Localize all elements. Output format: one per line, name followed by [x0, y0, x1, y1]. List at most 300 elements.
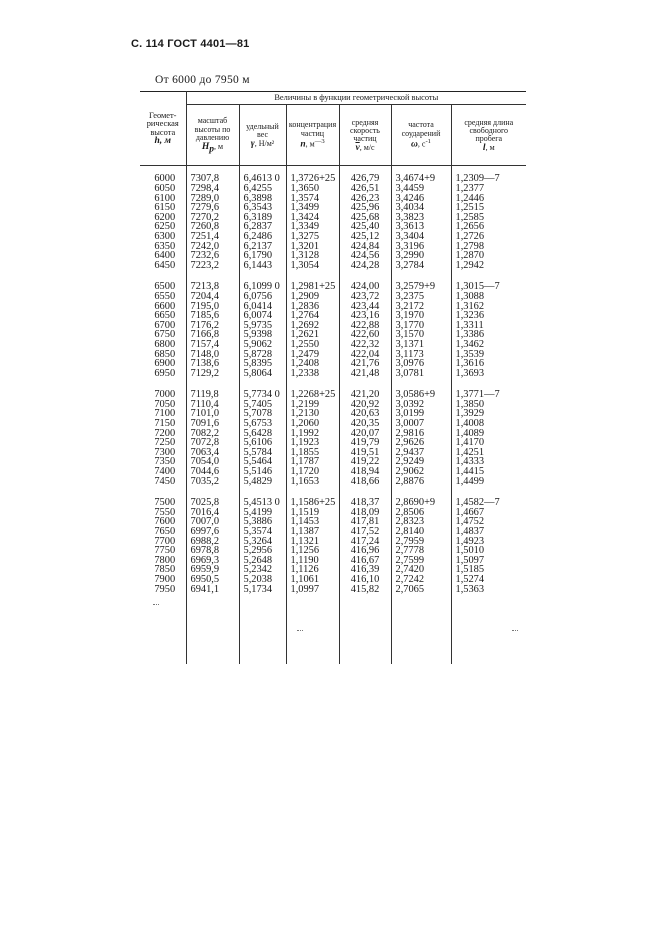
cell-collision-frequency: 3,0976 [391, 359, 451, 369]
cell-pressure-scale-height: 7232,6 [186, 251, 239, 261]
cell-mean-speed: 425,40 [339, 222, 391, 232]
cell-specific-weight: 6,1099 0 [239, 270, 286, 292]
header-group-title: Величины в функции геометрической высоты [186, 92, 526, 105]
cell-specific-weight: 5,5464 [239, 457, 286, 467]
cell-height: 7600 [154, 516, 176, 528]
cell-mean-free-path: 1,2446 [451, 194, 526, 204]
cell-collision-frequency: 3,0586+9 [391, 378, 451, 400]
cell-pressure-scale-height: 7204,4 [186, 292, 239, 302]
cell-specific-weight: 5,3886 [239, 517, 286, 527]
cell-mean-free-path: 1,2942 [451, 261, 526, 271]
cell-pressure-scale-height: 7195,0 [186, 302, 239, 312]
cell-concentration: 1,2479 [286, 350, 339, 360]
cell-concentration: 1,1586+25 [286, 486, 339, 508]
cell-collision-frequency: 3,1173 [391, 350, 451, 360]
cell-specific-weight: 5,2342 [239, 565, 286, 575]
cell-mean-speed: 420,35 [339, 419, 391, 429]
cell-collision-frequency: 2,9626 [391, 438, 451, 448]
cell-mean-free-path: 1,3850 [451, 400, 526, 410]
cell-collision-frequency: 3,4034 [391, 203, 451, 213]
header-pressure-scale-height: масштаб высоты по давлению $H_p$, м [186, 105, 239, 166]
cell-collision-frequency: 2,7242 [391, 575, 451, 585]
cell-collision-frequency: 2,9062 [391, 467, 451, 477]
cell-height: 6200 [154, 211, 176, 223]
cell-collision-frequency: 3,2375 [391, 292, 451, 302]
table-row [140, 477, 526, 487]
cell-specific-weight: 6,0414 [239, 302, 286, 312]
cell-concentration: 1,1787 [286, 457, 339, 467]
cell-pressure-scale-height: 7176,2 [186, 321, 239, 331]
cell-height: 6150 [154, 202, 176, 214]
cell-specific-weight: 6,4255 [239, 184, 286, 194]
cell-mean-speed: 415,82 [339, 585, 391, 595]
table-row [140, 378, 526, 400]
cell-mean-free-path: 1,2585 [451, 213, 526, 223]
cell-mean-free-path: 1,2870 [451, 251, 526, 261]
cell-concentration: 1,3499 [286, 203, 339, 213]
cell-pressure-scale-height: 6950,5 [186, 575, 239, 585]
cell-mean-speed: 421,76 [339, 359, 391, 369]
cell-mean-speed: 424,28 [339, 261, 391, 271]
cell-collision-frequency: 3,2172 [391, 302, 451, 312]
cell-mean-speed: 423,44 [339, 302, 391, 312]
cell-concentration: 1,2199 [286, 400, 339, 410]
cell-mean-speed: 423,16 [339, 311, 391, 321]
cell-mean-free-path: 1,3311 [451, 321, 526, 331]
cell-specific-weight: 6,3898 [239, 194, 286, 204]
cell-pressure-scale-height: 7260,8 [186, 222, 239, 232]
cell-collision-frequency: 2,7959 [391, 537, 451, 547]
cell-mean-free-path: 1,3015—7 [451, 270, 526, 292]
cell-mean-speed: 416,10 [339, 575, 391, 585]
cell-mean-free-path: 1,2515 [451, 203, 526, 213]
cell-collision-frequency: 2,7065 [391, 585, 451, 595]
cell-pressure-scale-height: 7091,6 [186, 419, 239, 429]
cell-concentration: 1,1126 [286, 565, 339, 575]
cell-specific-weight: 5,2038 [239, 575, 286, 585]
cell-specific-weight: 5,6106 [239, 438, 286, 448]
cell-concentration: 1,1923 [286, 438, 339, 448]
cell-height: 7450 [154, 475, 176, 487]
cell-height: 7700 [154, 535, 176, 547]
cell-pressure-scale-height: 6941,1 [186, 585, 239, 595]
cell-specific-weight: 6,3189 [239, 213, 286, 223]
cell-mean-speed: 424,00 [339, 270, 391, 292]
cell-collision-frequency: 3,0007 [391, 419, 451, 429]
cell-height: 6600 [154, 300, 176, 312]
cell-height: 6050 [154, 183, 176, 194]
cell-pressure-scale-height: 6959,9 [186, 565, 239, 575]
cell-collision-frequency: 2,8690+9 [391, 486, 451, 508]
cell-pressure-scale-height: 7035,2 [186, 477, 239, 487]
cell-mean-free-path: 1,3386 [451, 330, 526, 340]
header-geometric-height: Геомет- рическая высота h, м [140, 92, 186, 166]
cell-mean-free-path: 1,3162 [451, 302, 526, 312]
cell-specific-weight: 5,9398 [239, 330, 286, 340]
cell-pressure-scale-height: 7270,2 [186, 213, 239, 223]
cell-height: 7650 [154, 526, 176, 537]
cell-mean-speed: 418,94 [339, 467, 391, 477]
cell-mean-speed: 422,32 [339, 340, 391, 350]
cell-pressure-scale-height: 7298,4 [186, 184, 239, 194]
cell-mean-free-path: 1,5097 [451, 556, 526, 566]
cell-mean-free-path: 1,3771—7 [451, 378, 526, 400]
cell-mean-speed: 418,37 [339, 486, 391, 508]
cell-specific-weight: 5,8395 [239, 359, 286, 369]
cell-height: 7400 [154, 466, 176, 478]
cell-pressure-scale-height: 7101,0 [186, 409, 239, 419]
cell-mean-speed: 422,60 [339, 330, 391, 340]
cell-collision-frequency: 2,8506 [391, 508, 451, 518]
header-particle-concentration: концентрация частиц n, $м^{—3}$ [286, 105, 339, 166]
page-header: С. 114 ГОСТ 4401—81 [131, 38, 250, 50]
cell-specific-weight: 6,0756 [239, 292, 286, 302]
cell-pressure-scale-height: 7138,6 [186, 359, 239, 369]
cell-specific-weight: 5,9735 [239, 321, 286, 331]
cell-pressure-scale-height: 7242,0 [186, 242, 239, 252]
cell-mean-speed: 417,52 [339, 527, 391, 537]
cell-pressure-scale-height: 7082,2 [186, 429, 239, 439]
cell-height: 7050 [154, 398, 176, 410]
cell-specific-weight: 5,2956 [239, 546, 286, 556]
cell-mean-speed: 418,09 [339, 508, 391, 518]
cell-pressure-scale-height: 7110,4 [186, 400, 239, 410]
footer-mark-mid [297, 630, 303, 631]
cell-specific-weight: 6,1443 [239, 261, 286, 271]
table-row [140, 166, 526, 184]
table-row [140, 486, 526, 508]
cell-concentration: 1,2268+25 [286, 378, 339, 400]
cell-concentration: 1,1519 [286, 508, 339, 518]
cell-mean-free-path: 1,5185 [451, 565, 526, 575]
cell-mean-speed: 417,24 [339, 537, 391, 547]
cell-specific-weight: 5,8064 [239, 369, 286, 379]
cell-height: 6400 [154, 250, 176, 262]
cell-height: 6350 [154, 240, 176, 252]
cell-mean-free-path: 1,4499 [451, 477, 526, 487]
cell-collision-frequency: 3,0392 [391, 400, 451, 410]
cell-concentration: 1,2836 [286, 302, 339, 312]
cell-specific-weight: 5,7078 [239, 409, 286, 419]
cell-specific-weight: 5,4513 0 [239, 486, 286, 508]
cell-pressure-scale-height: 7223,2 [186, 261, 239, 271]
cell-concentration: 1,3054 [286, 261, 339, 271]
cell-concentration: 1,2060 [286, 419, 339, 429]
cell-specific-weight: 5,3264 [239, 537, 286, 547]
cell-mean-speed: 424,84 [339, 242, 391, 252]
cell-mean-speed: 421,20 [339, 378, 391, 400]
cell-concentration: 1,2764 [286, 311, 339, 321]
cell-concentration: 1,3650 [286, 184, 339, 194]
cell-mean-speed: 419,79 [339, 438, 391, 448]
header-mean-free-path: средняя длина свободного пробега l, м [451, 105, 526, 166]
cell-pressure-scale-height: 7213,8 [186, 270, 239, 292]
cell-pressure-scale-height: 7025,8 [186, 486, 239, 508]
cell-collision-frequency: 3,1770 [391, 321, 451, 331]
cell-mean-free-path: 1,3462 [451, 340, 526, 350]
header-specific-weight: удельный вес γ, Н/м² [239, 105, 286, 166]
cell-concentration: 1,1321 [286, 537, 339, 547]
cell-collision-frequency: 3,1570 [391, 330, 451, 340]
cell-specific-weight: 5,8728 [239, 350, 286, 360]
cell-concentration: 1,1256 [286, 546, 339, 556]
cell-mean-free-path: 1,3539 [451, 350, 526, 360]
cell-specific-weight: 5,4829 [239, 477, 286, 487]
cell-mean-free-path: 1,2309—7 [451, 166, 526, 184]
cell-pressure-scale-height: 7307,8 [186, 166, 239, 184]
cell-mean-free-path: 1,4923 [451, 537, 526, 547]
cell-mean-speed: 425,68 [339, 213, 391, 223]
cell-collision-frequency: 3,4674+9 [391, 166, 451, 184]
cell-collision-frequency: 2,8876 [391, 477, 451, 487]
cell-pressure-scale-height: 7157,4 [186, 340, 239, 350]
cell-collision-frequency: 3,0781 [391, 369, 451, 379]
cell-mean-speed: 416,67 [339, 556, 391, 566]
cell-collision-frequency: 3,2990 [391, 251, 451, 261]
cell-mean-speed: 426,23 [339, 194, 391, 204]
cell-specific-weight: 6,4613 0 [239, 166, 286, 184]
cell-specific-weight: 5,5784 [239, 448, 286, 458]
cell-concentration: 1,3424 [286, 213, 339, 223]
cell-pressure-scale-height: 6978,8 [186, 546, 239, 556]
table-row [140, 270, 526, 292]
cell-collision-frequency: 3,0199 [391, 409, 451, 419]
cell-specific-weight: 5,2648 [239, 556, 286, 566]
cell-mean-free-path: 1,5274 [451, 575, 526, 585]
cell-mean-free-path: 1,4837 [451, 527, 526, 537]
cell-pressure-scale-height: 7007,0 [186, 517, 239, 527]
cell-pressure-scale-height: 7072,8 [186, 438, 239, 448]
cell-collision-frequency: 3,3196 [391, 242, 451, 252]
cell-mean-speed: 418,66 [339, 477, 391, 487]
cell-collision-frequency: 3,3823 [391, 213, 451, 223]
cell-concentration: 1,1387 [286, 527, 339, 537]
cell-height: 7300 [154, 446, 176, 458]
table-row [140, 369, 526, 379]
cell-mean-free-path: 1,4582—7 [451, 486, 526, 508]
cell-height: 7750 [154, 545, 176, 557]
range-caption: От 6000 до 7950 м [155, 74, 250, 86]
cell-pressure-scale-height: 7279,6 [186, 203, 239, 213]
cell-collision-frequency: 3,2784 [391, 261, 451, 271]
cell-collision-frequency: 3,3404 [391, 232, 451, 242]
cell-mean-speed: 425,96 [339, 203, 391, 213]
cell-collision-frequency: 2,8140 [391, 527, 451, 537]
cell-mean-free-path: 1,5363 [451, 585, 526, 595]
cell-height: 7950 [154, 583, 176, 595]
cell-specific-weight: 5,7405 [239, 400, 286, 410]
cell-height: 7850 [154, 564, 176, 576]
cell-concentration: 1,2550 [286, 340, 339, 350]
cell-mean-free-path: 1,4415 [451, 467, 526, 477]
cell-height: 7900 [154, 573, 176, 585]
cell-concentration: 1,1453 [286, 517, 339, 527]
cell-pressure-scale-height: 7129,2 [186, 369, 239, 379]
cell-mean-speed: 426,51 [339, 184, 391, 194]
cell-specific-weight: 5,6428 [239, 429, 286, 439]
cell-collision-frequency: 2,9437 [391, 448, 451, 458]
cell-height: 7800 [154, 554, 176, 566]
table-tail-spacer [140, 594, 526, 664]
cell-height: 6100 [154, 192, 176, 204]
table-body [140, 166, 526, 664]
cell-specific-weight: 6,1790 [239, 251, 286, 261]
cell-specific-weight: 6,3543 [239, 203, 286, 213]
cell-specific-weight: 6,2137 [239, 242, 286, 252]
cell-pressure-scale-height: 7185,6 [186, 311, 239, 321]
cell-concentration: 1,3574 [286, 194, 339, 204]
atmosphere-table [140, 91, 526, 664]
cell-specific-weight: 5,3574 [239, 527, 286, 537]
cell-pressure-scale-height: 6997,6 [186, 527, 239, 537]
cell-pressure-scale-height: 7054,0 [186, 457, 239, 467]
cell-mean-free-path: 1,4170 [451, 438, 526, 448]
cell-height: 6950 [154, 367, 176, 379]
cell-height: 6800 [154, 338, 176, 350]
footer-mark-left [153, 604, 159, 605]
cell-collision-frequency: 2,7599 [391, 556, 451, 566]
cell-concentration: 1,0997 [286, 585, 339, 595]
cell-mean-free-path: 1,3236 [451, 311, 526, 321]
cell-specific-weight: 5,5146 [239, 467, 286, 477]
cell-mean-free-path: 1,2798 [451, 242, 526, 252]
cell-mean-free-path: 1,2377 [451, 184, 526, 194]
cell-pressure-scale-height: 7251,4 [186, 232, 239, 242]
cell-height: 6900 [154, 358, 176, 370]
cell-mean-speed: 423,72 [339, 292, 391, 302]
cell-pressure-scale-height: 7166,8 [186, 330, 239, 340]
cell-collision-frequency: 3,1970 [391, 311, 451, 321]
cell-mean-speed: 420,92 [339, 400, 391, 410]
header-mean-particle-speed: средняя скорость частиц $\overline{v}$, м/с [339, 105, 391, 166]
cell-height: 6300 [154, 230, 176, 242]
cell-pressure-scale-height: 7119,8 [186, 378, 239, 400]
cell-specific-weight: 5,6753 [239, 419, 286, 429]
cell-mean-speed: 419,22 [339, 457, 391, 467]
cell-mean-free-path: 1,4333 [451, 457, 526, 467]
cell-mean-free-path: 1,4752 [451, 517, 526, 527]
cell-collision-frequency: 3,3613 [391, 222, 451, 232]
cell-collision-frequency: 3,2579+9 [391, 270, 451, 292]
cell-concentration: 1,3201 [286, 242, 339, 252]
cell-specific-weight: 5,4199 [239, 508, 286, 518]
cell-specific-weight: 6,0074 [239, 311, 286, 321]
cell-mean-speed: 420,63 [339, 409, 391, 419]
cell-height: 6550 [154, 290, 176, 302]
cell-collision-frequency: 3,4246 [391, 194, 451, 204]
cell-mean-free-path: 1,3929 [451, 409, 526, 419]
cell-mean-free-path: 1,4008 [451, 419, 526, 429]
cell-height: 7350 [154, 456, 176, 468]
cell-mean-speed: 416,96 [339, 546, 391, 556]
cell-concentration: 1,3726+25 [286, 166, 339, 184]
cell-concentration: 1,3128 [286, 251, 339, 261]
header-collision-frequency: частота соударений ω, $с^{-1}$ [391, 105, 451, 166]
cell-height: 6250 [154, 221, 176, 233]
cell-concentration: 1,2130 [286, 409, 339, 419]
cell-concentration: 1,3349 [286, 222, 339, 232]
cell-collision-frequency: 2,9816 [391, 429, 451, 439]
cell-concentration: 1,2338 [286, 369, 339, 379]
cell-concentration: 1,2981+25 [286, 270, 339, 292]
cell-mean-speed: 422,88 [339, 321, 391, 331]
cell-concentration: 1,1720 [286, 467, 339, 477]
cell-height: 7200 [154, 427, 176, 439]
cell-mean-free-path: 1,3616 [451, 359, 526, 369]
cell-mean-free-path: 1,3088 [451, 292, 526, 302]
cell-mean-speed: 422,04 [339, 350, 391, 360]
cell-pressure-scale-height: 6969,3 [186, 556, 239, 566]
cell-collision-frequency: 3,4459 [391, 184, 451, 194]
cell-height: 6000 [154, 173, 176, 185]
cell-mean-speed: 421,48 [339, 369, 391, 379]
table-row [140, 261, 526, 271]
cell-height: 7550 [154, 506, 176, 518]
cell-concentration: 1,1992 [286, 429, 339, 439]
cell-collision-frequency: 2,7420 [391, 565, 451, 575]
cell-collision-frequency: 2,8323 [391, 517, 451, 527]
cell-mean-speed: 424,56 [339, 251, 391, 261]
cell-mean-free-path: 1,3693 [451, 369, 526, 379]
cell-specific-weight: 6,2837 [239, 222, 286, 232]
cell-mean-speed: 425,12 [339, 232, 391, 242]
cell-height: 6450 [154, 259, 176, 271]
cell-height: 6750 [154, 329, 176, 341]
cell-height: 7000 [154, 389, 176, 401]
cell-pressure-scale-height: 7044,6 [186, 467, 239, 477]
cell-concentration: 1,2909 [286, 292, 339, 302]
cell-height: 7100 [154, 408, 176, 420]
cell-mean-free-path: 1,4089 [451, 429, 526, 439]
cell-mean-free-path: 1,2656 [451, 222, 526, 232]
cell-pressure-scale-height: 7063,4 [186, 448, 239, 458]
cell-height: 7500 [154, 497, 176, 509]
cell-pressure-scale-height: 6988,2 [186, 537, 239, 547]
cell-height: 6700 [154, 319, 176, 331]
table-row [140, 585, 526, 595]
cell-height: 6850 [154, 348, 176, 360]
cell-pressure-scale-height: 7289,0 [186, 194, 239, 204]
cell-collision-frequency: 2,7778 [391, 546, 451, 556]
cell-mean-speed: 426,79 [339, 166, 391, 184]
cell-mean-free-path: 1,4251 [451, 448, 526, 458]
cell-height: 6650 [154, 310, 176, 322]
cell-concentration: 1,1653 [286, 477, 339, 487]
cell-specific-weight: 5,7734 0 [239, 378, 286, 400]
cell-pressure-scale-height: 7148,0 [186, 350, 239, 360]
cell-height: 6500 [154, 281, 176, 293]
cell-mean-speed: 416,39 [339, 565, 391, 575]
cell-mean-speed: 420,07 [339, 429, 391, 439]
cell-concentration: 1,1061 [286, 575, 339, 585]
cell-concentration: 1,2692 [286, 321, 339, 331]
cell-mean-free-path: 1,4667 [451, 508, 526, 518]
cell-concentration: 1,1855 [286, 448, 339, 458]
cell-concentration: 1,2621 [286, 330, 339, 340]
footer-mark-right [512, 630, 518, 631]
cell-mean-speed: 419,51 [339, 448, 391, 458]
cell-height: 7250 [154, 437, 176, 449]
cell-pressure-scale-height: 7016,4 [186, 508, 239, 518]
cell-specific-weight: 6,2486 [239, 232, 286, 242]
cell-height: 7150 [154, 418, 176, 430]
cell-specific-weight: 5,1734 [239, 585, 286, 595]
cell-concentration: 1,1190 [286, 556, 339, 566]
cell-mean-free-path: 1,2726 [451, 232, 526, 242]
cell-mean-free-path: 1,5010 [451, 546, 526, 556]
cell-concentration: 1,2408 [286, 359, 339, 369]
cell-collision-frequency: 2,9249 [391, 457, 451, 467]
